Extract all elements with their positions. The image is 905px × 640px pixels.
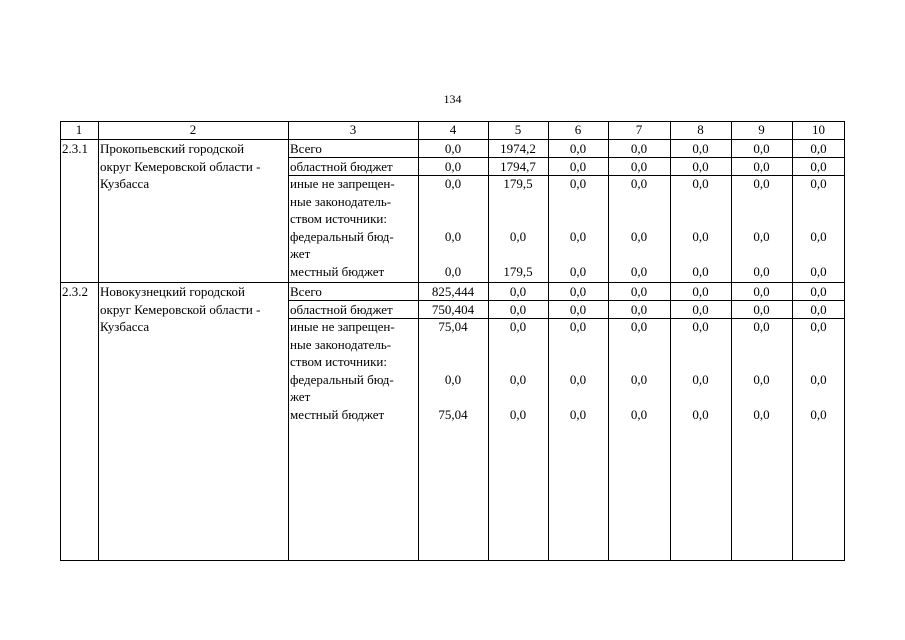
value-cell: 0,0 (810, 263, 827, 279)
header-cell-9: 9 (758, 122, 765, 137)
value-cell: 0,0 (692, 319, 709, 334)
value-cell: 0,0 (444, 228, 462, 244)
value-cell: 0,0 (569, 319, 587, 334)
row-code: 2.3.2 (62, 284, 88, 299)
value-cell: 0,0 (810, 176, 827, 191)
value-cell: 0,0 (509, 284, 527, 299)
item-label-line: областной бюджет (290, 301, 393, 317)
value-cell: 0,0 (630, 406, 648, 422)
value-cell: 179,5 (503, 176, 533, 191)
row-name-line: Кузбасса (100, 319, 150, 334)
item-label-line: Всего (290, 284, 322, 299)
row-name-line: Новокузнецкий городской (100, 284, 245, 299)
value-cell: 0,0 (753, 284, 770, 299)
header-cell-3: 3 (349, 122, 357, 137)
value-cell: 0,0 (753, 301, 770, 317)
value-cell: 0,0 (569, 406, 587, 422)
value-cell: 0,0 (444, 141, 462, 156)
value-cell: 0,0 (630, 319, 648, 334)
value-cell: 0,0 (810, 284, 827, 299)
row-code: 2.3.1 (62, 141, 88, 156)
header-cell-6: 6 (574, 122, 582, 137)
value-cell: 0,0 (444, 158, 462, 174)
value-cell: 0,0 (569, 141, 587, 156)
value-cell: 0,0 (630, 176, 648, 191)
value-cell: 0,0 (630, 371, 648, 387)
value-cell: 0,0 (569, 301, 587, 317)
value-cell: 0,0 (692, 228, 709, 244)
value-cell: 0,0 (810, 141, 827, 156)
value-cell: 0,0 (630, 301, 648, 317)
value-cell: 0,0 (753, 141, 770, 156)
value-cell: 0,0 (692, 406, 709, 422)
header-cell-2: 2 (189, 122, 197, 137)
header-cell-1: 1 (75, 122, 83, 137)
value-cell: 75,04 (438, 406, 468, 422)
item-label-line: федеральный бюд- (290, 228, 394, 244)
item-label-line: ные законодатель- (290, 193, 392, 209)
item-label-line: жет (290, 389, 311, 404)
value-cell: 0,0 (509, 406, 527, 422)
value-cell: 0,0 (509, 319, 527, 334)
page-number: 134 (443, 92, 462, 106)
value-cell: 0,0 (630, 228, 648, 244)
value-cell: 0,0 (630, 263, 648, 279)
value-cell: 0,0 (810, 158, 827, 174)
value-cell: 0,0 (509, 301, 527, 317)
row-name-line: Прокопьевский городской (100, 141, 245, 156)
value-cell: 0,0 (753, 406, 770, 422)
value-cell: 0,0 (753, 176, 770, 191)
value-cell: 0,0 (569, 158, 587, 174)
value-cell: 0,0 (692, 284, 709, 299)
value-cell: 0,0 (630, 141, 648, 156)
value-cell: 179,5 (503, 263, 533, 279)
header-cell-4: 4 (449, 122, 457, 137)
value-cell: 0,0 (810, 319, 827, 334)
value-cell: 0,0 (692, 301, 709, 317)
value-cell: 75,04 (438, 319, 468, 334)
value-cell: 0,0 (810, 406, 827, 422)
item-label-line: иные не запрещен- (290, 176, 395, 191)
item-label-line: местный бюджет (290, 263, 385, 279)
value-cell: 0,0 (753, 371, 770, 387)
value-cell: 0,0 (509, 371, 527, 387)
header-cell-7: 7 (635, 122, 643, 137)
item-label-line: ством источники: (290, 211, 387, 226)
value-cell: 0,0 (692, 158, 709, 174)
header-cell-10: 10 (812, 122, 825, 137)
value-cell: 0,0 (810, 371, 827, 387)
header-cell-8: 8 (697, 122, 704, 137)
value-cell: 825,444 (431, 284, 475, 299)
value-cell: 0,0 (692, 141, 709, 156)
value-cell: 0,0 (753, 319, 770, 334)
value-cell: 0,0 (810, 228, 827, 244)
item-label-line: федеральный бюд- (290, 371, 394, 387)
value-cell: 0,0 (753, 228, 770, 244)
row-name-line: Кузбасса (100, 176, 150, 191)
value-cell: 0,0 (753, 158, 770, 174)
value-cell: 0,0 (444, 371, 462, 387)
header-cell-5: 5 (514, 122, 522, 137)
value-cell: 0,0 (692, 263, 709, 279)
item-label-line: областной бюджет (290, 158, 393, 174)
item-label-line: ством источники: (290, 354, 387, 369)
value-cell: 0,0 (630, 284, 648, 299)
item-label-line: Всего (290, 141, 322, 156)
value-cell: 0,0 (569, 263, 587, 279)
value-cell: 1794,7 (500, 158, 536, 174)
item-label-line: жет (290, 246, 311, 261)
item-label-line: иные не запрещен- (290, 319, 395, 334)
row-name-line: округ Кемеровской области - (100, 301, 261, 317)
value-cell: 0,0 (569, 284, 587, 299)
value-cell: 0,0 (444, 263, 462, 279)
value-cell: 0,0 (753, 263, 770, 279)
value-cell: 0,0 (444, 176, 462, 191)
value-cell: 0,0 (569, 371, 587, 387)
value-cell: 0,0 (630, 158, 648, 174)
value-cell: 0,0 (569, 228, 587, 244)
value-cell: 750,404 (431, 301, 475, 317)
item-label-line: ные законодатель- (290, 336, 392, 352)
value-cell: 0,0 (569, 176, 587, 191)
item-label-line: местный бюджет (290, 406, 385, 422)
value-cell: 0,0 (509, 228, 527, 244)
value-cell: 0,0 (810, 301, 827, 317)
value-cell: 1974,2 (500, 141, 536, 156)
value-cell: 0,0 (692, 371, 709, 387)
value-cell: 0,0 (692, 176, 709, 191)
row-name-line: округ Кемеровской области - (100, 158, 261, 174)
